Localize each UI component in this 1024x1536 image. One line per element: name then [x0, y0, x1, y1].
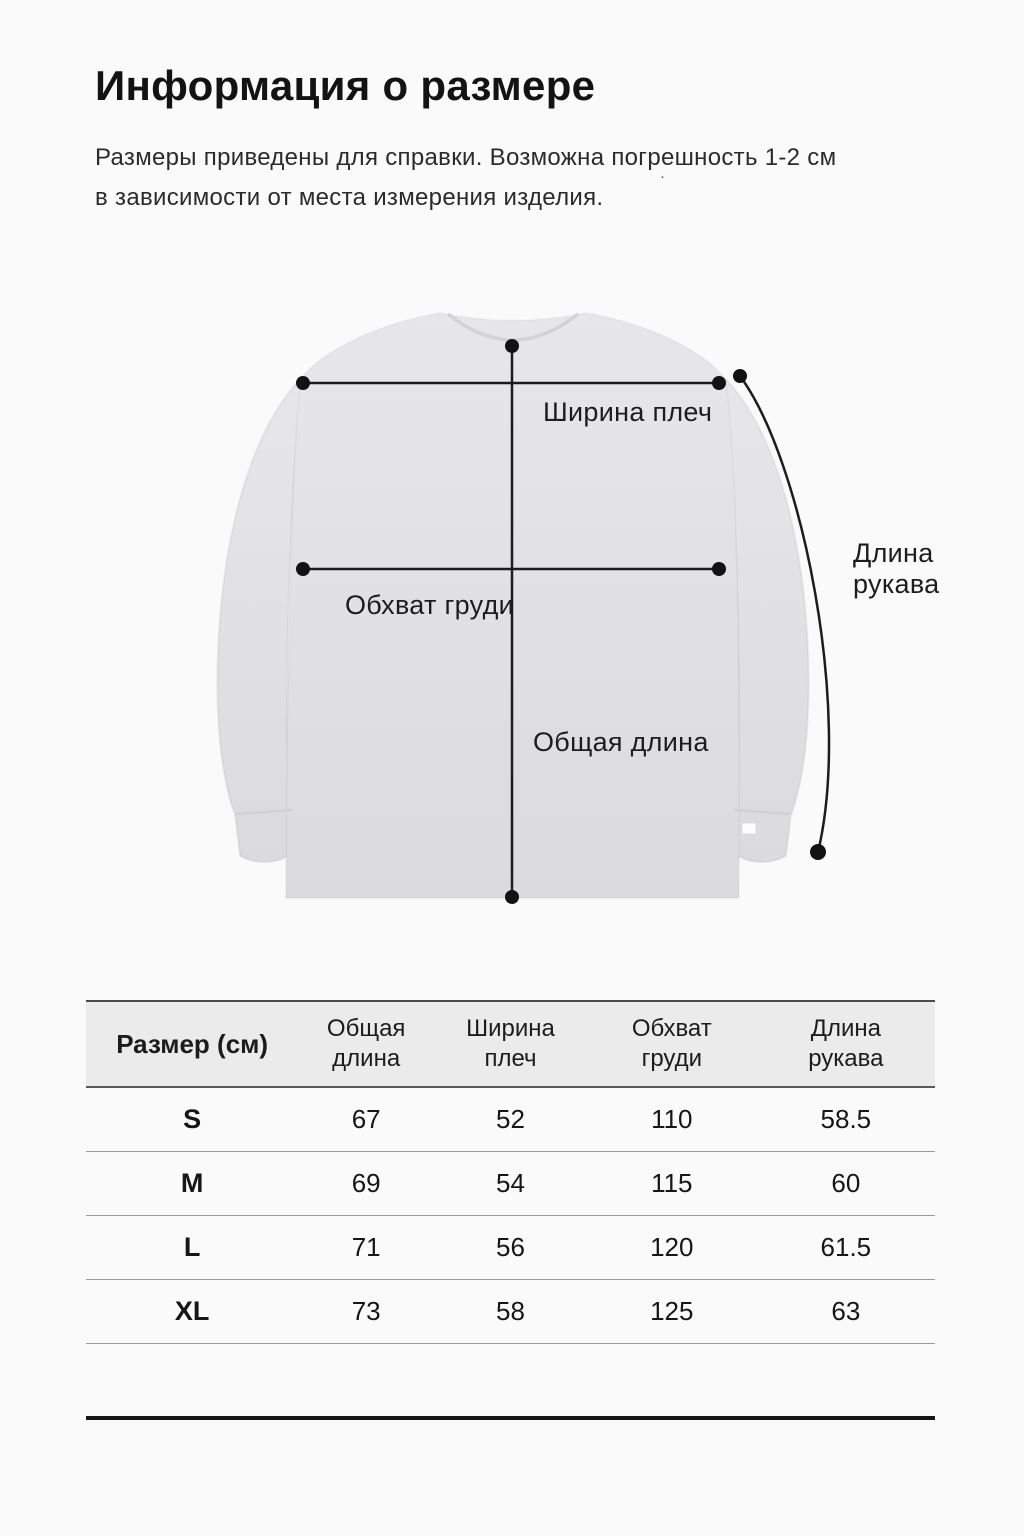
- measurement-dot: [712, 376, 726, 390]
- total-length-label: Общая длина: [533, 727, 709, 757]
- cell-size: L: [86, 1216, 298, 1280]
- page-subtitle: [95, 138, 836, 218]
- subtitle-line-1: Размеры приведены для справки. Возможна погрешность 1-2 см: [95, 144, 837, 171]
- sleeve-length-label-line2: рукава: [853, 569, 940, 599]
- table-footer-spacer: [86, 1344, 935, 1419]
- column-header-chest: Обхват груди: [587, 1001, 757, 1087]
- garment-tag: [742, 823, 756, 834]
- measurement-dot: [733, 369, 747, 383]
- table-footer-cell: [86, 1344, 935, 1419]
- measurement-dot: [505, 890, 519, 904]
- cell-total-length: 69: [298, 1152, 434, 1216]
- chest-label: Обхват груди: [345, 590, 515, 620]
- table-header-row: [86, 1001, 935, 1087]
- cell-chest: 115: [587, 1152, 757, 1216]
- measurement-dot: [296, 562, 310, 576]
- table-row-xl: [86, 1280, 935, 1344]
- cell-chest: 110: [587, 1087, 757, 1152]
- table-row-s: [86, 1087, 935, 1152]
- cell-sleeve-length: 61.5: [757, 1216, 935, 1280]
- page-title: Информация о размере: [95, 62, 596, 109]
- cell-size: XL: [86, 1280, 298, 1344]
- measurement-dot: [810, 844, 826, 860]
- cell-shoulder-width: 54: [434, 1152, 587, 1216]
- shoulder-width-label: Ширина плеч: [543, 397, 713, 427]
- cell-sleeve-length: 58.5: [757, 1087, 935, 1152]
- cell-shoulder-width: 52: [434, 1087, 587, 1152]
- column-header-total-length: Общая длина: [298, 1001, 434, 1087]
- cell-shoulder-width: 58: [434, 1280, 587, 1344]
- size-table: [86, 1000, 935, 1420]
- cell-size: M: [86, 1152, 298, 1216]
- size-table-container: [86, 1000, 935, 1420]
- column-header-size: Размер (см): [86, 1001, 298, 1087]
- table-row-l: [86, 1216, 935, 1280]
- garment-measurement-diagram: [0, 280, 1024, 960]
- measurement-dot: [505, 339, 519, 353]
- cell-chest: 120: [587, 1216, 757, 1280]
- cell-total-length: 73: [298, 1280, 434, 1344]
- subtitle-line-2: в зависимости от места измерения изделия.: [95, 184, 604, 211]
- table-row-m: [86, 1152, 935, 1216]
- cell-size: S: [86, 1087, 298, 1152]
- column-header-sleeve-length: Длина рукава: [757, 1001, 935, 1087]
- column-header-shoulder-width: Ширина плеч: [434, 1001, 587, 1087]
- subtitle-stray-dot: ·: [660, 168, 665, 185]
- cell-shoulder-width: 56: [434, 1216, 587, 1280]
- measurement-dot: [712, 562, 726, 576]
- cell-total-length: 71: [298, 1216, 434, 1280]
- measurement-dot: [296, 376, 310, 390]
- sleeve-length-label-line1: Длина: [853, 538, 934, 568]
- cell-total-length: 67: [298, 1087, 434, 1152]
- cell-sleeve-length: 63: [757, 1280, 935, 1344]
- cell-sleeve-length: 60: [757, 1152, 935, 1216]
- cell-chest: 125: [587, 1280, 757, 1344]
